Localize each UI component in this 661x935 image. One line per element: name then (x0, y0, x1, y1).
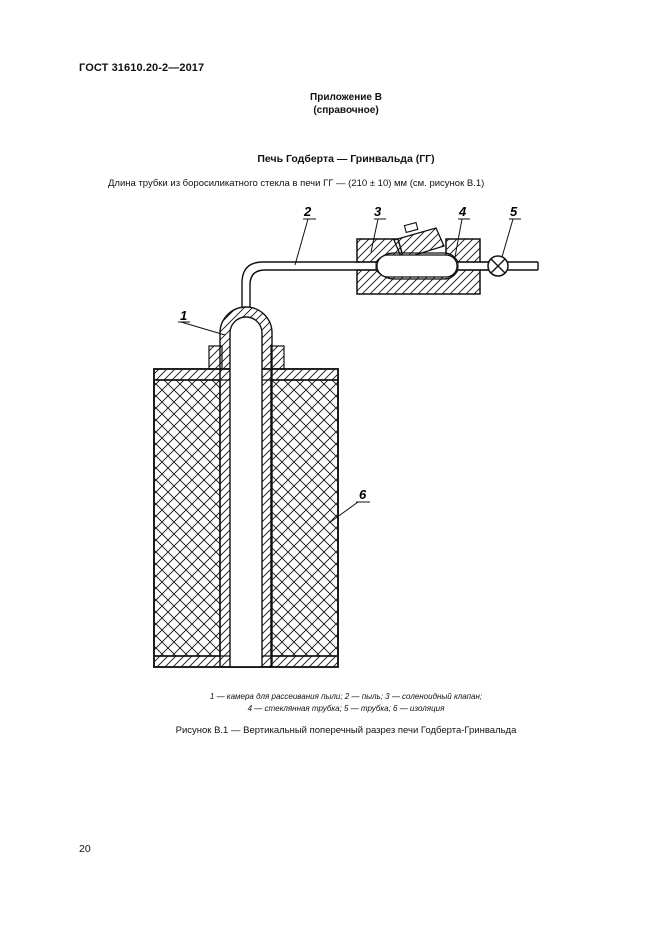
furnace-diagram (140, 195, 560, 680)
callout-3-label: 3 (374, 204, 382, 219)
section-title: Печь Годберта — Гринвальда (ГГ) (257, 153, 435, 165)
appendix-title: Приложение В (310, 92, 382, 103)
figure-caption: Рисунок В.1 — Вертикальный поперечный разрез печи Годберта-Гринвальда (175, 725, 517, 736)
appendix-subtitle: (справочное) (313, 105, 379, 116)
dust-chamber (220, 307, 272, 667)
callout-1-label: 1 (180, 308, 188, 323)
callout-5 (502, 204, 521, 257)
callout-1 (178, 308, 225, 335)
figure-legend (0, 691, 661, 715)
callout-5-label: 5 (510, 204, 518, 219)
page-number: 20 (79, 843, 91, 855)
callout-2 (295, 204, 316, 265)
dust-pipe (242, 262, 360, 307)
outlet-tube (480, 256, 538, 276)
callout-4-label: 4 (459, 204, 467, 219)
callout-6-label: 6 (359, 487, 367, 502)
legend-line-2: 4 — стеклянная трубка; 5 — трубка; 6 — изоляция (247, 704, 445, 713)
standard-designation: ГОСТ 31610.20-2—2017 (79, 62, 205, 74)
appendix-heading (0, 91, 661, 117)
callout-2-label: 2 (304, 204, 312, 219)
body-paragraph: Длина трубки из боросиликатного стекла в печи ГГ — (210 ± 10) мм (см. рисунок В.1) (108, 178, 485, 189)
legend-line-1: 1 — камера для рассеивания пыли; 2 — пыль; 3 — соленоидный клапан; (209, 692, 483, 701)
